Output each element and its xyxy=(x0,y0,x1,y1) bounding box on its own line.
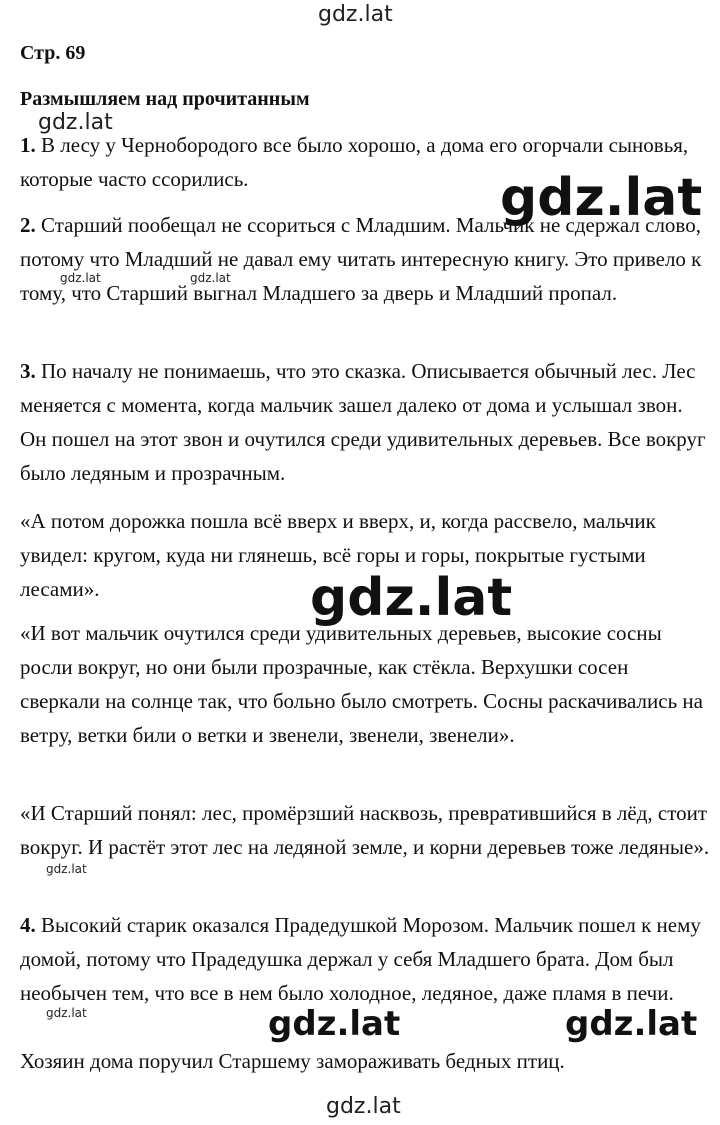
answer-text: По началу не понимаешь, что это сказка. Описывается обычный лес. Лес меняется с момента, когда мальчик зашел далеко от дома и услышал звон. Он пошел на этот звон и очутился среди удивительных деревьев. Все вокруг было ледяным и прозрачным. xyxy=(20,359,706,485)
answer-text: Хозяин дома поручил Старшему замораживать бедных птиц. xyxy=(20,1049,565,1073)
answer-number: 1. xyxy=(20,133,36,157)
page-title: Стр. 69 xyxy=(20,42,86,64)
answer-number: 3. xyxy=(20,359,36,383)
answer-paragraph-3 xyxy=(20,354,710,490)
quote-text: «А потом дорожка пошла всё вверх и вверх, и, когда рассвело, мальчик увидел: кругом, куда ни глянешь, всё горы и горы, покрытые густыми лесами». xyxy=(20,509,656,601)
watermark-tiny-2: gdz.lat xyxy=(190,271,231,285)
watermark-medium-center: gdz.lat xyxy=(268,1004,401,1044)
quote-text: «И вот мальчик очутился среди удивительных деревьев, высокие сосны росли вокруг, но они были прозрачные, как стёкла. Верхушки сосен сверкали на солнце так, что больно было смотреть. Сосны раскачивались на ветру, ветки били о ветки и звенели, звенели, звенели». xyxy=(20,621,703,747)
answer-number: 2. xyxy=(20,213,36,237)
quote-paragraph-2 xyxy=(20,616,710,752)
answer-paragraph-4 xyxy=(20,908,710,1010)
quote-paragraph-3 xyxy=(20,796,710,864)
answer-text: Старший пообещал не ссориться с Младшим. Мальчик не сдержал слово, потому что Младший не давал ему читать интересную книгу. Это привело к тому, что Старший выгнал Младшего за дверь и Младший пропал. xyxy=(20,213,702,305)
quote-text: «И Старший понял: лес, промёрзший насквозь, превратившийся в лёд, стоит вокруг. И растёт этот лес на ледяной земле, и корни деревьев тоже ледяные». xyxy=(20,801,710,859)
watermark-upper-left: gdz.lat xyxy=(38,110,113,135)
watermark-tiny-3: gdz.lat xyxy=(46,862,87,876)
answer-text: В лесу у Чернобородого все было хорошо, а дома его огорчали сыновья, которые часто ссорились. xyxy=(20,133,689,191)
watermark-top: gdz.lat xyxy=(318,2,393,27)
answer-text: Высокий старик оказался Прадедушкой Морозом. Мальчик пошел к нему домой, потому что Прадедушка держал у себя Младшего брата. Дом был необычен тем, что все в нем было холодное, ледяное, даже пламя в печи. xyxy=(20,913,701,1005)
watermark-tiny-4: gdz.lat xyxy=(46,1006,87,1020)
answer-paragraph-5 xyxy=(20,1044,710,1078)
section-heading: Размышляем над прочитанным xyxy=(20,88,310,110)
watermark-tiny-1: gdz.lat xyxy=(60,271,101,285)
watermark-medium-right: gdz.lat xyxy=(565,1004,698,1044)
answer-paragraph-2 xyxy=(20,208,710,310)
watermark-large-center: gdz.lat xyxy=(310,568,513,628)
watermark-bottom: gdz.lat xyxy=(326,1094,401,1119)
answer-number: 4. xyxy=(20,913,36,937)
watermark-large-right: gdz.lat xyxy=(500,168,703,228)
